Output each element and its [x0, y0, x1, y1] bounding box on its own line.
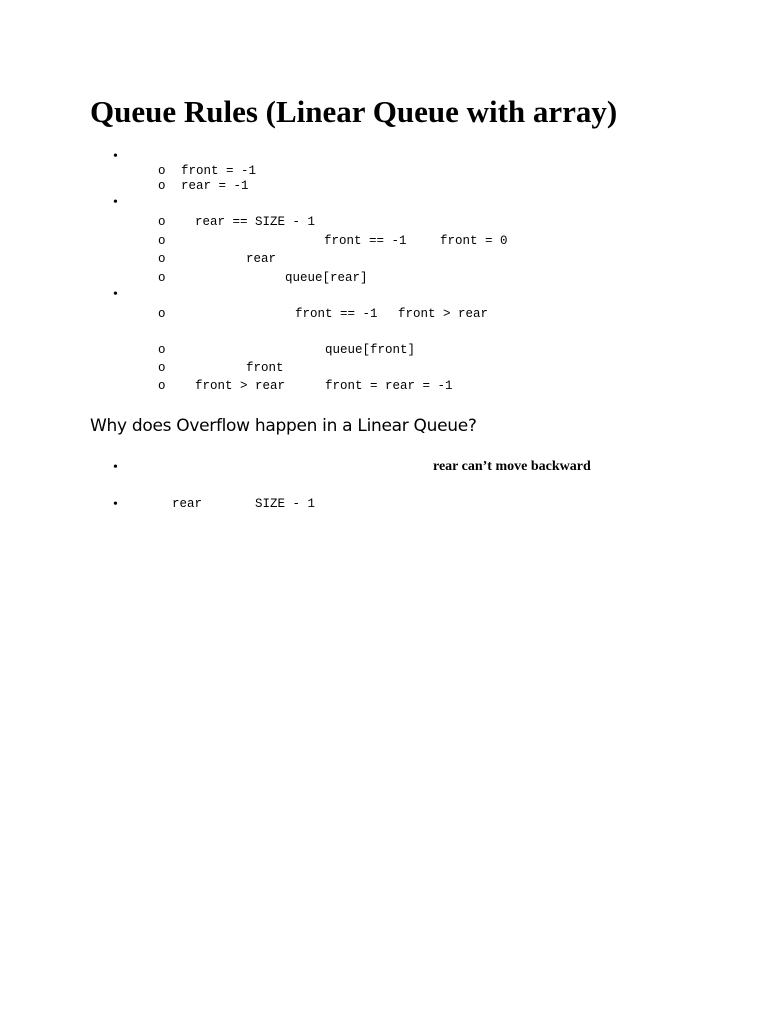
sub-bullet: o: [158, 343, 166, 357]
bullet-overflow-reason: •: [113, 460, 118, 475]
sub-bullet: o: [158, 252, 166, 266]
empty-check-rear-code: front > rear: [398, 307, 489, 321]
bullet-initialize: •: [113, 149, 118, 164]
rear-cannot-move-backward-text: rear can’t move backward: [433, 459, 591, 474]
sub-bullet: o: [158, 379, 166, 393]
sub-bullet: o: [158, 234, 166, 248]
reset-assign-code: front = rear = -1: [325, 379, 453, 393]
reset-condition-code: front > rear: [195, 379, 286, 393]
front-set-zero-code: front = 0: [440, 234, 508, 248]
init-front-code: front = -1: [181, 164, 257, 178]
bullet-rear-limit: •: [113, 497, 118, 512]
sub-bullet: o: [158, 307, 166, 321]
empty-check-front-code: front == -1: [295, 307, 378, 321]
sub-bullet: o: [158, 215, 166, 229]
init-rear-code: rear = -1: [181, 179, 249, 193]
page-title: Queue Rules (Linear Queue with array): [90, 94, 618, 129]
bullet-dequeue: •: [113, 287, 118, 302]
sub-bullet: o: [158, 179, 166, 193]
sub-bullet: o: [158, 164, 166, 178]
bullet-enqueue: •: [113, 195, 118, 210]
rear-increment-code: rear: [246, 252, 277, 266]
overflow-check-code: rear == SIZE - 1: [195, 215, 316, 229]
size-minus-one-code: SIZE - 1: [255, 497, 316, 511]
section-heading-overflow: Why does Overflow happen in a Linear Queue?: [90, 416, 477, 436]
sub-bullet: o: [158, 361, 166, 375]
sub-bullet: o: [158, 271, 166, 285]
first-element-check-code: front == -1: [324, 234, 407, 248]
front-increment-code: front: [246, 361, 284, 375]
store-element-code: queue[rear]: [285, 271, 368, 285]
read-front-code: queue[front]: [325, 343, 416, 357]
rear-code: rear: [172, 497, 203, 511]
